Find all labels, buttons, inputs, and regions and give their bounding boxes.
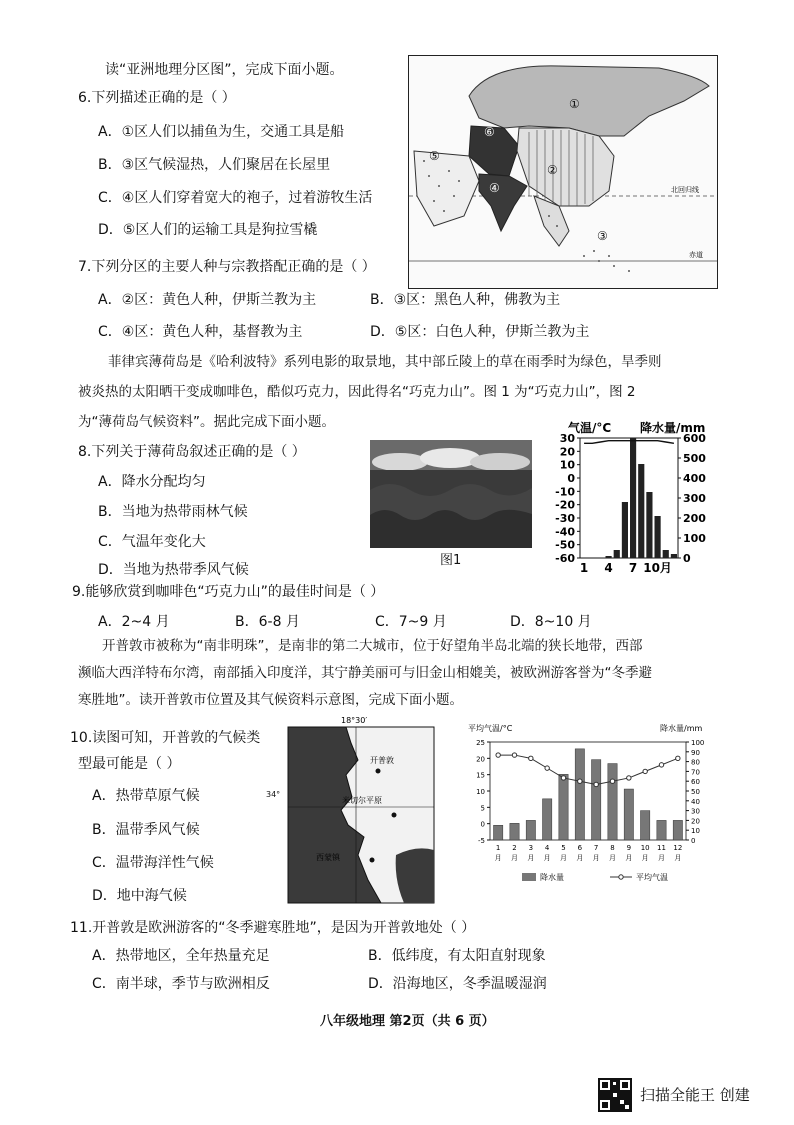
chocolate-hills-photo [370, 440, 532, 548]
question-11-stem: 11.开普敦是欧洲游客的“冬季避寒胜地”，是因为开普敦地处（ ） [70, 920, 476, 936]
city-cape-town: 开普敦 [370, 756, 394, 765]
figure-1-caption: 图1 [440, 553, 462, 568]
chart2-ylabel: 平均气温/°C [468, 724, 513, 733]
chart2-xtick-label: 4 [544, 844, 550, 852]
cape-town-dot [376, 769, 381, 774]
chart2-y2tick-label: 100 [691, 739, 705, 747]
city-mitchells-plain: 米切尔平原 [342, 796, 382, 805]
chart2-legend [522, 872, 668, 882]
chart1-bar [638, 464, 644, 558]
chart2-xtick-unit: 月 [527, 854, 535, 862]
map2-lat-label: 34° [266, 790, 281, 799]
map2-lon-label: 18°30′ [341, 716, 368, 725]
chart2-xtick-unit: 月 [658, 854, 665, 862]
map-label-5: ⑤ [429, 149, 440, 163]
chart2-bar [657, 820, 666, 840]
chart2-bar [608, 764, 617, 840]
q11-option-d: D．沿海地区，冬季温暖湿润 [368, 976, 547, 992]
q8-option-d: D．当地为热带季风气候 [98, 562, 249, 578]
cape-town-location-map [286, 715, 436, 905]
chart2-xtick-unit: 月 [511, 854, 518, 862]
chart2-xtick-unit: 月 [609, 854, 616, 862]
legend-temp-marker [619, 875, 623, 879]
chart2-bar [624, 789, 633, 840]
chart2-y2tick-label: 20 [691, 817, 700, 826]
chart1-y2tick-label: 200 [683, 512, 706, 525]
chart1-y2label: 降水量/mm [640, 421, 706, 435]
q7-option-b: B．③区：黑色人种，佛教为主 [370, 292, 561, 308]
chart2-xtick-label: 5 [561, 844, 566, 852]
page-footer: 八年级地理 第2页（共 6 页） [320, 1014, 495, 1029]
chart1-y2tick-label: 600 [683, 432, 706, 445]
q7-option-d: D．⑤区：白色人种，伊斯兰教为主 [370, 324, 590, 340]
legend-precip-swatch [522, 873, 536, 881]
question-8-stem: 8.下列关于薄荷岛叙述正确的是（ ） [78, 444, 306, 460]
passage-3-line-1: 开普敦市被称为“南非明珠”，是南非的第二大城市，位于好望角半岛北端的狭长地带，西部 [102, 638, 643, 654]
chart2-y2tick-label: 50 [691, 788, 700, 796]
chart2-bar [526, 820, 535, 840]
chart1-ytick-label: -40 [555, 525, 575, 539]
chart1-xtick-label: 1 [579, 561, 589, 575]
chart1-y2tick-label: 500 [683, 452, 706, 465]
mitchells-plain-dot [392, 813, 397, 818]
map-label-4: ④ [489, 181, 500, 195]
chart2-bar [494, 825, 503, 840]
chart2-ytick-label: 25 [476, 739, 485, 747]
simons-town-dot [370, 858, 375, 863]
chart2-y2tick-label: 60 [691, 778, 700, 787]
q9-option-c: C．7~9 月 [375, 614, 447, 630]
chart2-ytick-label: 15 [476, 771, 485, 780]
bohol-climate-chart [550, 418, 720, 580]
chart2-xtick-unit: 月 [641, 854, 649, 862]
chart2-xtick-label: 11 [657, 844, 666, 852]
chart2-ytick-label: -5 [478, 837, 485, 845]
question-6-stem: 6.下列描述正确的是（ ） [78, 90, 236, 106]
q10-option-b: B．温带季风气候 [92, 822, 200, 838]
chart1-y2tick-label: 0 [683, 552, 691, 565]
question-7-stem: 7.下列分区的主要人种与宗教搭配正确的是（ ） [78, 259, 376, 275]
chart2-bar [575, 749, 584, 840]
chart2-ytick-label: 5 [480, 804, 485, 813]
chart2-xtick-label: 8 [610, 844, 615, 852]
legend-temp-label: 平均气温 [636, 873, 668, 882]
passage-2-line-2: 被炎热的太阳晒干变成咖啡色，酷似巧克力，因此得名“巧克力山”。图 1 为“巧克力山”，图 2 [78, 384, 636, 400]
chart2-xtick-label: 6 [577, 844, 583, 852]
chart1-ytick-label: 10 [559, 458, 575, 472]
chart2-temp-point [529, 756, 533, 760]
q11-option-b: B．低纬度，有太阳直射现象 [368, 948, 546, 964]
chart1-y2tick-label: 300 [683, 492, 706, 505]
chart1-ytick-label: -20 [555, 498, 575, 512]
chart2-temp-point [610, 779, 614, 783]
chart2-xtick-label: 2 [512, 844, 517, 852]
chart2-temp-point [594, 782, 598, 786]
chart2-xtick-unit: 月 [560, 854, 567, 862]
map-label-1: ① [569, 97, 580, 111]
chart2-temp-point [676, 756, 680, 760]
chart2-xtick-label: 1 [495, 844, 501, 852]
chart2-y2tick-label: 70 [691, 768, 700, 777]
chart2-temp-point [627, 776, 631, 780]
chart1-bar [606, 556, 612, 558]
chart2-bar [592, 760, 601, 840]
qr-code-icon [598, 1078, 632, 1112]
chart2-y2tick-label: 0 [691, 837, 696, 845]
passage-3-line-2: 濒临大西洋特布尔湾，南部插入印度洋，其宁静美丽可与旧金山相媲美，被欧洲游客誉为“冬季避 [78, 665, 652, 681]
q10-option-c: C．温带海洋性气候 [92, 855, 214, 871]
chart1-bar [622, 502, 628, 558]
chart1-bar [671, 554, 677, 558]
map-label-3: ③ [597, 229, 608, 243]
q6-option-c: C．④区人们穿着宽大的袍子，过着游牧生活 [98, 190, 373, 206]
question-9-stem: 9.能够欣赏到咖啡色“巧克力山”的最佳时间是（ ） [72, 584, 385, 600]
q8-option-a: A．降水分配均匀 [98, 474, 206, 490]
chart1-plot-frame [580, 438, 678, 558]
chart2-bar [510, 823, 519, 840]
chart2-xtick-label: 10 [640, 844, 650, 852]
chart2-temp-point [659, 763, 663, 767]
map-label-6: ⑥ [484, 125, 495, 139]
chart1-bar [614, 550, 620, 558]
passage-2-line-3: 为“薄荷岛气候资料”。据此完成下面小题。 [78, 414, 335, 430]
chart1-bar [663, 550, 669, 558]
scanner-watermark: 扫描全能王 创建 [640, 1086, 750, 1104]
q7-option-a: A．②区：黄色人种，伊斯兰教为主 [98, 292, 317, 308]
chart2-y2tick-label: 80 [691, 758, 700, 767]
q9-option-a: A．2~4 月 [98, 614, 170, 630]
chart2-temp-point [578, 779, 582, 783]
chart2-xtick-unit: 月 [625, 854, 633, 862]
chart2-xtick-label: 7 [593, 844, 599, 852]
chart2-y2label: 降水量/mm [660, 724, 703, 733]
city-simons-town: 西蒙镇 [316, 853, 340, 862]
question-10-stem-1: 10.读图可知，开普敦的气候类 [70, 730, 261, 746]
chart1-ylabel: 气温/°C [568, 421, 612, 435]
chart2-xtick-unit: 月 [592, 854, 600, 862]
q9-option-d: D．8~10 月 [510, 614, 592, 630]
chart1-bar [630, 438, 636, 558]
q7-option-c: C．④区：黄色人种，基督教为主 [98, 324, 303, 340]
intro-line: 读“亚洲地理分区图”，完成下面小题。 [105, 62, 344, 78]
chart2-xtick-unit: 月 [494, 854, 502, 862]
q8-option-c: C．气温年变化大 [98, 534, 206, 550]
asia-region-map [408, 55, 718, 289]
chart1-bar [646, 492, 652, 558]
chart2-temp-point [496, 753, 500, 757]
chart1-y2tick-label: 100 [683, 532, 706, 545]
chart1-xtick-label: 7 [628, 561, 638, 575]
chart2-bar [641, 811, 650, 840]
chart2-bar [543, 799, 552, 840]
q11-option-c: C．南半球，季节与欧洲相反 [92, 976, 270, 992]
cape-town-climate-chart [460, 722, 714, 892]
chart2-y2tick-label: 30 [691, 807, 700, 816]
chart2-temp-point [512, 753, 516, 757]
chart1-y2tick-label: 400 [683, 472, 706, 485]
chart2-y2tick-label: 90 [691, 748, 700, 757]
chart1-xtick-label: 4 [604, 561, 613, 575]
chart1-ytick-label: -10 [555, 485, 575, 499]
q6-option-b: B．③区气候湿热，人们聚居在长屋里 [98, 157, 331, 173]
chart2-xtick-label: 3 [528, 844, 534, 852]
chart1-ytick-label: 30 [559, 432, 575, 445]
chart2-temp-point [561, 776, 565, 780]
q10-option-d: D．地中海气候 [92, 888, 187, 904]
chart2-y2tick-label: 40 [691, 797, 700, 806]
passage-2-line-1: 菲律宾薄荷岛是《哈利波特》系列电影的取景地，其中部丘陵上的草在雨季时为绿色，旱季则 [108, 354, 662, 370]
question-10-stem-2: 型最可能是（ ） [78, 756, 181, 772]
chart1-xtick-label: 10月 [643, 561, 672, 575]
passage-3-line-3: 寒胜地”。读开普敦市位置及其气候资料示意图，完成下面小题。 [78, 692, 463, 708]
chart1-ytick-label: -60 [555, 552, 575, 565]
chart2-ytick-label: 20 [476, 755, 485, 764]
chart2-y2tick-label: 10 [691, 827, 700, 836]
chart1-temp-line [584, 441, 674, 444]
chart2-temp-point [545, 766, 549, 770]
q9-option-b: B．6-8 月 [235, 614, 300, 630]
chart2-temp-line [498, 755, 678, 784]
q10-option-a: A．热带草原气候 [92, 788, 200, 804]
chart1-bar [655, 516, 661, 558]
false-bay [396, 848, 434, 903]
tropic-label: 北回归线 [671, 186, 699, 194]
chart1-ytick-label: -50 [555, 538, 575, 552]
q6-option-d: D．⑤区人们的运输工具是狗拉雪橇 [98, 222, 318, 238]
chart2-xtick-unit: 月 [576, 854, 584, 862]
chart2-ytick-label: 0 [480, 820, 485, 829]
legend-precip-label: 降水量 [540, 873, 564, 882]
equator-label: 赤道 [689, 251, 703, 259]
q11-option-a: A．热带地区，全年热量充足 [92, 948, 270, 964]
chart2-xtick-unit: 月 [674, 854, 682, 862]
chart2-bar [559, 774, 568, 840]
chart2-xtick-label: 12 [673, 844, 683, 852]
map-label-2: ② [547, 163, 558, 177]
q6-option-a: A．①区人们以捕鱼为生，交通工具是船 [98, 124, 345, 140]
chart2-ytick-label: 10 [476, 788, 485, 796]
q8-option-b: B．当地为热带雨林气候 [98, 504, 248, 520]
chart1-ytick-label: -30 [555, 512, 575, 525]
chart1-ytick-label: 20 [559, 445, 575, 459]
chart2-xtick-label: 9 [626, 844, 632, 852]
chart1-ytick-label: 0 [567, 472, 575, 485]
chart2-xtick-unit: 月 [543, 854, 551, 862]
chart2-temp-point [643, 769, 647, 773]
chart2-bar [673, 820, 682, 840]
